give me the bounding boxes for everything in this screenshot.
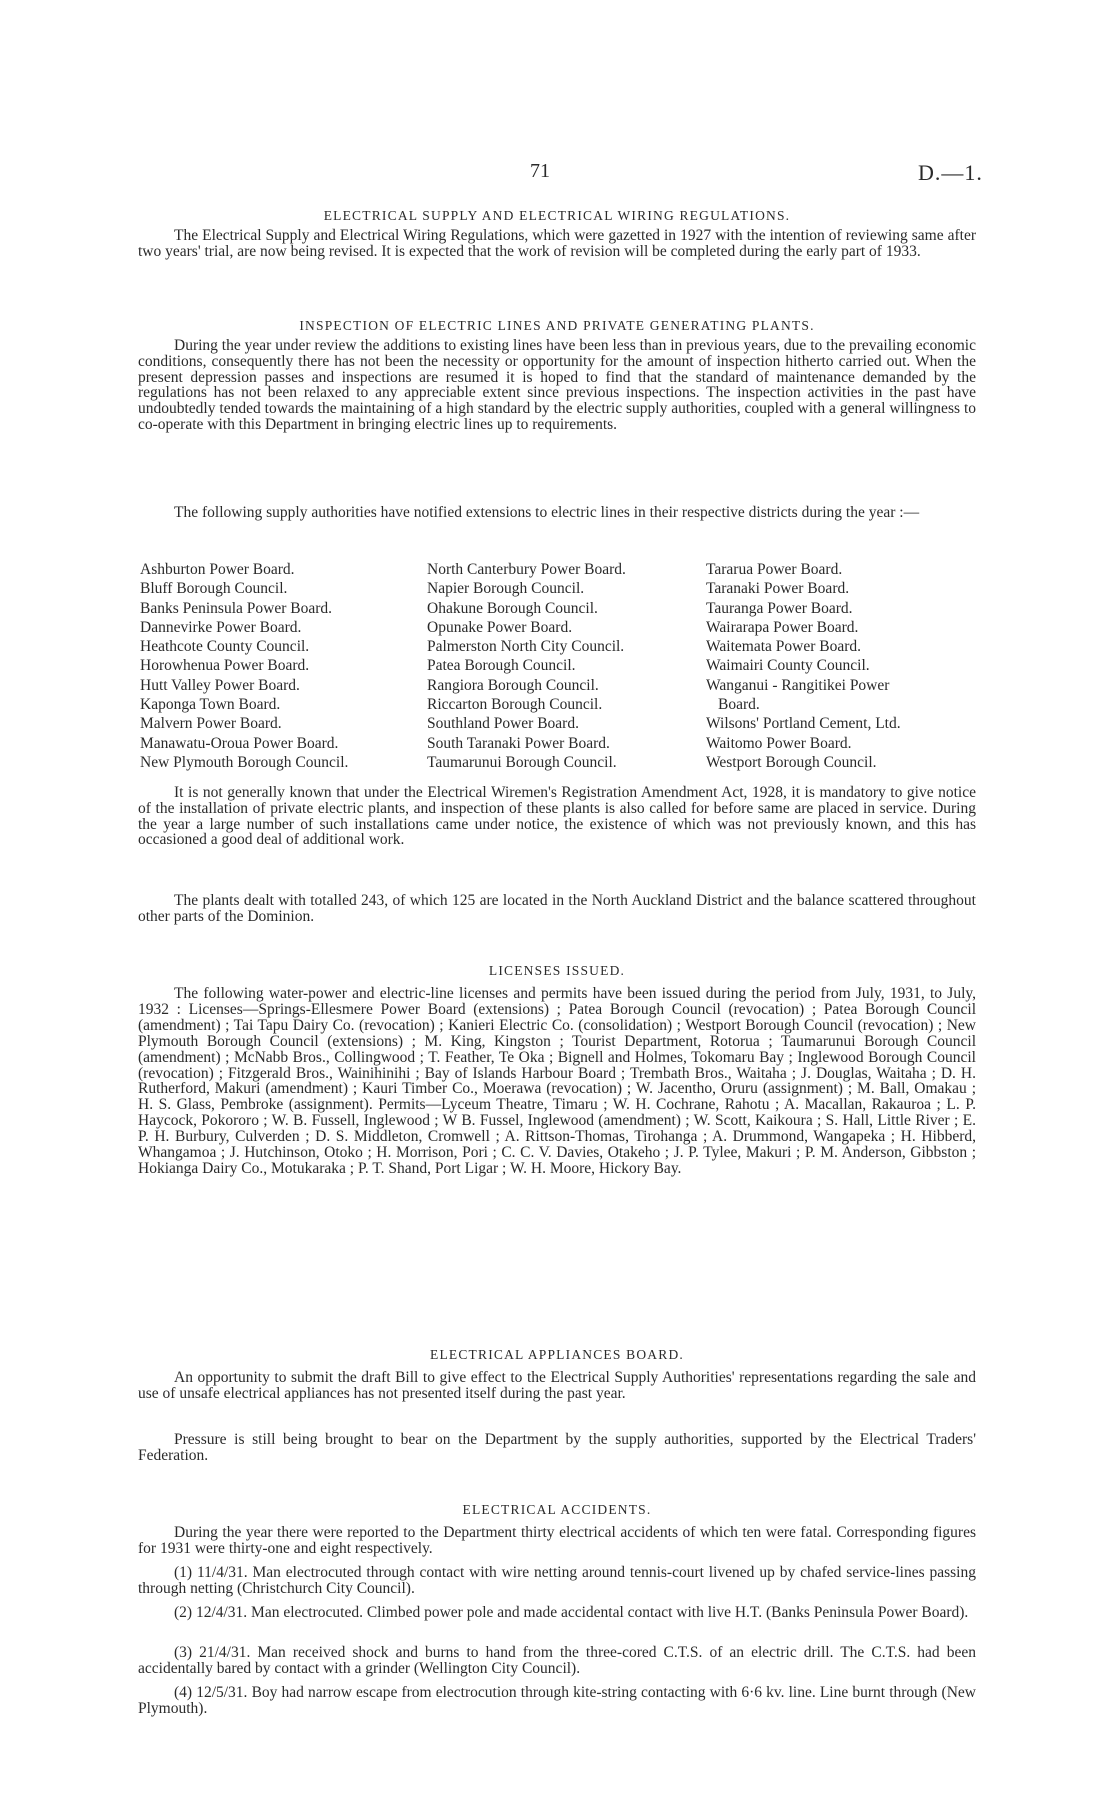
list-item: Taumarunui Borough Council. (427, 753, 617, 771)
heading-inspection: INSPECTION OF ELECTRIC LINES AND PRIVATE GENERATING PLANTS. (299, 318, 815, 333)
list-item: Horowhenua Power Board. (140, 657, 310, 675)
heading-regulations: ELECTRICAL SUPPLY AND ELECTRICAL WIRING REGULATIONS. (323, 208, 791, 223)
heading-accidents: ELECTRICAL ACCIDENTS. (462, 1502, 652, 1517)
list-item: Malvern Power Board. (140, 715, 282, 733)
paragraph-inspection-4: The plants dealt with totalled 243, of which 125 are located in the North Auckland District and the balance scattered throughout other parts of the Dominion. (138, 892, 976, 925)
authorities-column-3 (706, 560, 978, 772)
paragraph-appliances-2: Pressure is still being brought to bear on the Department by the supply authorities, supported by the Electrical Traders' Federation. (138, 1431, 976, 1464)
list-item: Southland Power Board. (427, 715, 579, 733)
heading-licenses: LICENSES ISSUED. (488, 963, 626, 978)
list-item: Wanganui - Rangitikei Power (706, 676, 890, 694)
list-item: Tararua Power Board. (706, 561, 843, 578)
document-reference: D.—1. (918, 160, 983, 185)
list-item: North Canterbury Power Board. (427, 561, 626, 578)
list-item: Rangiora Borough Council. (427, 676, 599, 694)
list-item: Tauranga Power Board. (706, 599, 853, 617)
authorities-column-1 (140, 560, 348, 772)
list-item: Waitomo Power Board. (706, 734, 852, 752)
list-item: Riccarton Borough Council. (427, 696, 603, 714)
paragraph-accidents: During the year there were reported to the Department thirty electrical accidents of which ten were fatal. Corresponding figures for 1931 were thirty-one and eight respectively. (138, 1524, 976, 1557)
list-item: Waimairi County Council. (706, 657, 870, 675)
list-item: Patea Borough Council. (427, 657, 576, 675)
list-item: Heathcote County Council. (140, 638, 310, 656)
list-item: Kaponga Town Board. (140, 696, 281, 714)
paragraph-regulations: The Electrical Supply and Electrical Wiring Regulations, which were gazetted in 1927 with the intention of reviewing same after two years' trial, are now being revised. It is expected that the work of revision will be completed during the early part of 1933. (138, 227, 976, 260)
paragraph-inspection-3: It is not generally known that under the Electrical Wiremen's Registration Amendment Act, 1928, it is mandatory to give notice of the installation of private electric plants, and inspection of these plants is also called for before same are placed in service. During the year a large number of such installations came under notice, the existence of which was not previously known, and this has occasioned a good deal of additional work. (138, 784, 976, 849)
list-item: Wilsons' Portland Cement, Ltd. (706, 715, 901, 733)
list-item: Wairarapa Power Board. (706, 618, 859, 636)
list-item: Manawatu-Oroua Power Board. (140, 734, 339, 752)
list-item: Westport Borough Council. (706, 753, 877, 771)
list-item-continuation: Board. (718, 696, 760, 714)
list-item: Ashburton Power Board. (140, 561, 295, 578)
page-number: 71 (530, 160, 550, 182)
paragraph-appliances-1: An opportunity to submit the draft Bill to give effect to the Electrical Supply Authorities' representations regarding the sale and use of unsafe electrical appliances has not presented itself during the past year. (138, 1369, 976, 1402)
accident-item-3: (3) 21/4/31. Man received shock and burns to hand from the three-cored C.T.S. of an electric drill. The C.T.S. had been accidentally bared by contact with a grinder (Wellington City Council). (138, 1644, 976, 1677)
paragraph-inspection-1: During the year under review the additions to existing lines have been less than in previous years, due to the prevailing economic conditions, consequently there has not been the necessity or opportunity for the amount of inspection hitherto carried out. When the present depression passes and inspections are resumed it is hoped to find that the standard of maintenance demanded by the regulations has not been relaxed to any appreciable extent since previous inspections. The inspection activities in the past have undoubtedly tended towards the maintaining of a high standard by the electric supply authorities, coupled with a general willingness to co-operate with this Department in bringing electric lines up to requirements. (138, 337, 976, 433)
authorities-column-2 (427, 560, 626, 772)
heading-appliances: ELECTRICAL APPLIANCES BOARD. (430, 1347, 684, 1362)
list-item: Taranaki Power Board. (706, 580, 850, 598)
list-item: Palmerston North City Council. (427, 638, 625, 656)
list-item: Waitemata Power Board. (706, 638, 861, 656)
accident-item-2: (2) 12/4/31. Man electrocuted. Climbed power pole and made accidental contact with live H.T. (Banks Peninsula Power Board). (174, 1604, 969, 1621)
list-item: Ohakune Borough Council. (427, 599, 598, 617)
accident-item-4: (4) 12/5/31. Boy had narrow escape from electrocution through kite-string contacting with 6·6 kv. line. Line burnt through (New Plymouth). (138, 1684, 976, 1717)
paragraph-licenses: The following water-power and electric-line licenses and permits have been issued during the period from July, 1931, to July, 1932 : Licenses—Springs-Ellesmere Power Board (extensions) ; Patea Borough Council (revocation) ; Patea Borough Council (amendment) ; Tai Tapu Dairy Co. (revocation) ; Kanieri Electric Co. (consolidation) ; Westport Borough Council (revocation) ; New Plymouth Borough Council (extensions) ; M. King, Kingston ; Tourist Department, Rotorua ; Taumarunui Borough Council (amendment) ; McNabb Bros., Collingwood ; T. Feather, Te Oka ; Bignell and Holmes, Tokomaru Bay ; Inglewood Borough Council (revocation) ; Fitzgerald Bros., Wainihinihi ; Bay of Islands Harbour Board ; Trembath Bros., Waitaha ; J. Douglas, Waitaha ; D. H. Rutherford, Makuri (amendment) ; Kauri Timber Co., Moerawa (revocation) ; W. Jacentho, Oruru (assignment) ; M. Ball, Omakau ; H. S. Glass, Pembroke (assignment). Permits—Lyceum Theatre, Timaru ; W. H. Cochrane, Rahotu ; A. Macallan, Rakauroa ; L. P. Haycock, Pokororo ; W. B. Fussell, Inglewood ; W B. Fussel, Inglewood (amendment) ; W. Scott, Kaikoura ; S. Hall, Little River ; E. P. H. Burbury, Culverden ; D. S. Middleton, Cromwell ; A. Rittson-Thomas, Tirohanga ; A. Drummond, Wangapeka ; H. Hibberd, Whangamoa ; J. Hutchinson, Otoko ; H. Morrison, Pori ; C. C. V. Davies, Otakeho ; J. P. Tylee, Makuri ; P. M. Anderson, Gibbston ; Hokianga Dairy Co., Motukaraka ; P. T. Shand, Port Ligar ; W. H. Moore, Hickory Bay. (138, 985, 976, 1177)
list-item: South Taranaki Power Board. (427, 734, 610, 752)
list-item: New Plymouth Borough Council. (140, 753, 349, 771)
list-item: Bluff Borough Council. (140, 580, 288, 598)
accident-item-1: (1) 11/4/31. Man electrocuted through contact with wire netting around tennis-court livened up by chafed service-lines passing through netting (Christchurch City Council). (138, 1564, 976, 1597)
list-item: Dannevirke Power Board. (140, 618, 302, 636)
list-item: Opunake Power Board. (427, 618, 573, 636)
list-item: Napier Borough Council. (427, 580, 585, 598)
list-item: Banks Peninsula Power Board. (140, 599, 333, 617)
list-item: Hutt Valley Power Board. (140, 676, 300, 694)
paragraph-inspection-2: The following supply authorities have notified extensions to electric lines in their respective districts during the year :— (174, 504, 920, 521)
